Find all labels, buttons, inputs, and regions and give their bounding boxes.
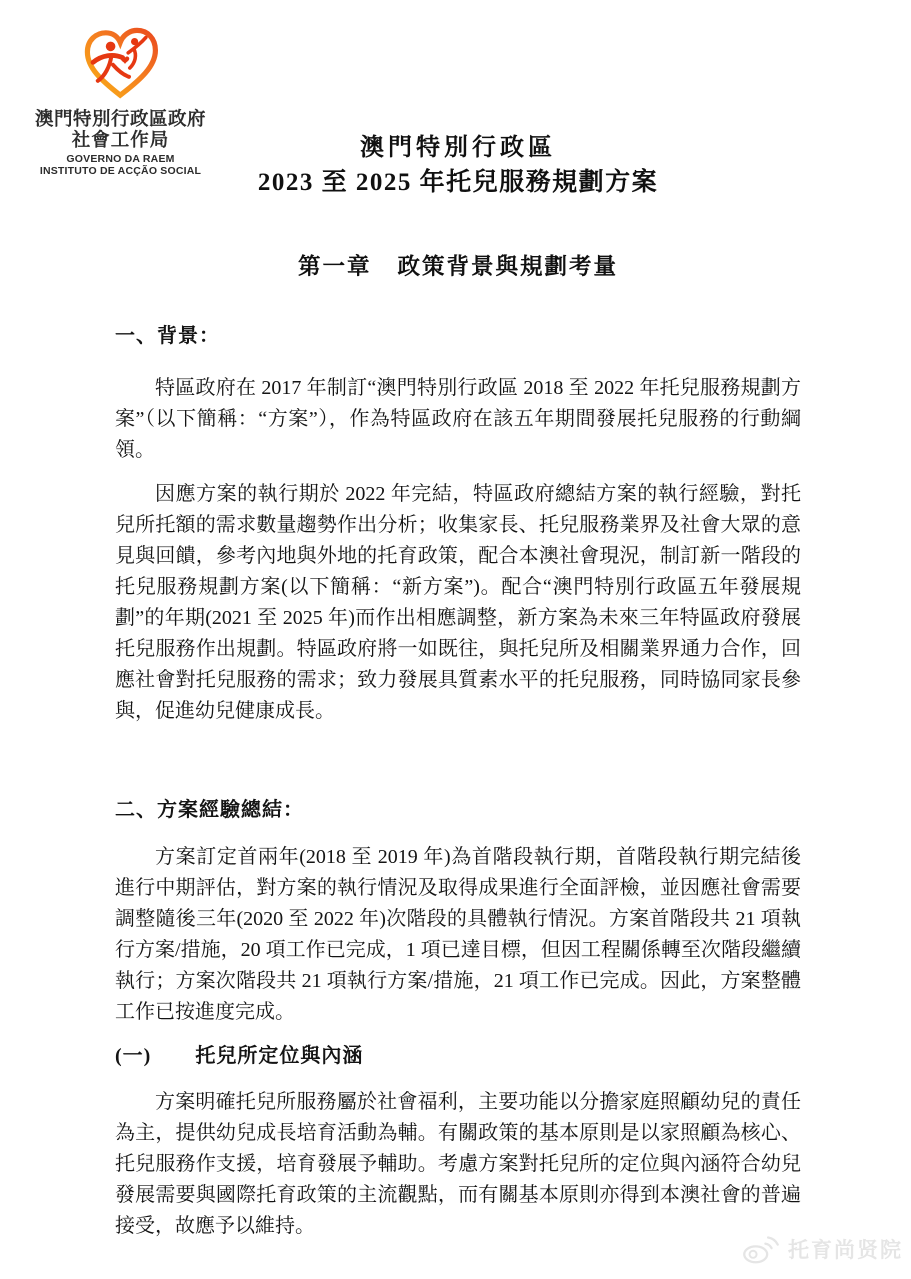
chapter-number: 第一章 [297,254,372,279]
watermark [741,1234,903,1264]
document-title [112,134,804,198]
weibo-icon [741,1234,781,1264]
paragraph: 因應方案的執行期於 2022 年完結，特區政府總結方案的執行經驗，對托兒所托額的需求數量趨勢作出分析；收集家長、托兒服務業界及社會大眾的意見與回饋，參考內地與外地的托育政策，配合本澳社會現況，制訂新一階段的托兒服務規劃方案(以下簡稱：“新方案”)。配合“澳門特別行政區五年發展規劃”的年期(2021 至 2025 年)而作出相應調整，新方案為未來三年特區政府發展托兒服務作出規劃。特區政府將一如既往，與托兒所及相關業界通力合作，回應社會對托兒服務的需求；致力發展具質素水平的托兒服務，同時協同家長參與，促進幼兒健康成長。 [115,483,801,722]
paragraph: 特區政府在 2017 年制訂“澳門特別行政區 2018 至 2022 年托兒服務規劃方案”（以下簡稱：“方案”），作為特區政府在該五年期間發展托兒服務的行動綱領。 [115,377,801,461]
subsection-number: (一) [115,1045,152,1067]
document-title-line1: 澳門特別行政區 [360,135,556,161]
org-name-pt-line2: INSTITUTO DE ACÇÃO SOCIAL [39,165,202,177]
chapter-heading [112,249,804,281]
section-2-heading: 二、方案經驗總結： [115,799,304,821]
chapter-title: 政策背景與規劃考量 [397,254,619,279]
watermark-text: 托育尚贤院 [788,1239,903,1262]
org-name-zh-line1: 澳門特別行政區政府 [34,108,206,129]
section-1-heading: 一、背景： [115,325,220,347]
subsection-1-heading [115,1041,801,1072]
document-body [115,321,801,1255]
document-title-line2: 2023 至 2025 年托兒服務規劃方案 [257,169,659,196]
ias-heart-logo-icon [81,26,161,102]
org-name-pt-line1: GOVERNO DA RAEM [66,153,175,165]
org-name-zh-line2: 社會工作局 [71,129,170,150]
subsection-title: 托兒所定位與內涵 [195,1045,364,1067]
paragraph: 方案明確托兒所服務屬於社會福利，主要功能以分擔家庭照顧幼兒的責任為主，提供幼兒成長培育活動為輔。有關政策的基本原則是以家照顧為核心、托兒服務作支援，培育發展予輔助。考慮方案對托兒所的定位與內涵符合幼兒發展需要與國際托育政策的主流觀點，而有關基本原則亦得到本澳社會的普遍接受，故應予以維持。 [115,1091,801,1237]
paragraph: 方案訂定首兩年(2018 至 2019 年)為首階段執行期，首階段執行期完結後進行中期評估，對方案的執行情況及取得成果進行全面評檢，並因應社會需要調整隨後三年(2020 至 2022 年)次階段的具體執行情況。方案首階段共 21 項執行方案/措施，20 項工作已完成，1 項已達目標，但因工程關係轉至次階段繼續執行；方案次階段共 21 項執行方案/措施，21 項工作已完成。因此，方案整體工作已按進度完成。 [115,846,801,1023]
